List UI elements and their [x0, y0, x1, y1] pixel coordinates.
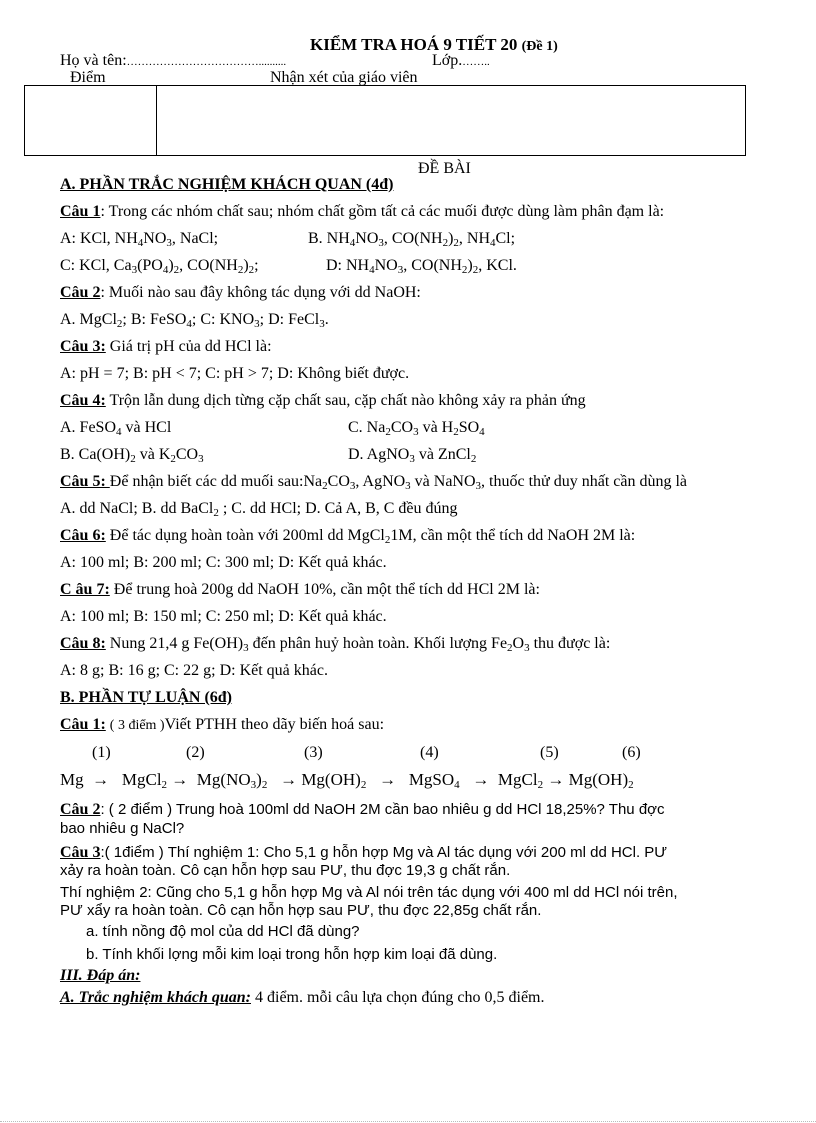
question-a4-option-c: C. $Na_2CO_3$ và $H_2SO_4$ [348, 419, 485, 438]
question-a1: Câu 1: Trong các nhóm chất sau; nhóm chất gồm tất cả các muối được dùng làm phân đạm là: [60, 203, 665, 220]
question-b3-line1: Câu 3:( 1điểm ) Thí nghiệm 1: Cho 5,1 g hỗn hợp Mg và Al tác dụng với 200 ml dd HCl. PƯ [60, 844, 668, 861]
student-name-line: Họ và tên:……………………………….......... [60, 52, 287, 69]
step-label-5: (5) [540, 744, 559, 761]
question-a4-option-b: B. $Ca(OH)_2$ và $K_2CO_3$ [60, 446, 204, 465]
question-a2-options: A. MgCl$_2$; B: FeSO$_4$; C: $KNO_3$; D: FeCl$_3$. [60, 311, 329, 330]
exam-variant: (Đề 1) [521, 39, 558, 54]
question-a3: Câu 3: Giá trị pH của dd HCl là: [60, 338, 272, 355]
question-a5-options: A. dd NaCl; B. dd BaCl$_2$ ; C. dd HCl; D. Cả A, B, C đều đúng [60, 500, 458, 519]
question-b3-line3: Thí nghiệm 2: Cũng cho 5,1 g hỗn hợp Mg và Al nói trên tác dụng với 400 ml dd HCl nói trên, [60, 884, 678, 901]
question-a6: Câu 6: Để tác dụng hoàn toàn với 200ml dd MgCl$_2$1M, cần một thể tích dd NaOH 2M là: [60, 527, 636, 546]
question-b2-line2: bao nhiêu g NaCl? [60, 820, 185, 837]
reaction-chain: Mg → MgCl$_2$ → $Mg(NO_3)_2 \to Mg(OH)_2$ → MgSO$_4$ → MgCl$_2$ → $Mg(OH)_2$ [60, 770, 634, 791]
question-a3-options: A: pH = 7; B: pH < 7; C: pH > 7; D: Không biết được. [60, 365, 410, 382]
grading-box [24, 85, 746, 156]
step-label-4: (4) [420, 744, 439, 761]
question-a5: Câu 5: Để nhận biết các dd muối $sau:Na_2CO_3$, AgNO$_3$ và NaNO$_3$, thuốc thử duy nhất cần dùng là [60, 473, 688, 492]
part-a-title: A. PHẦN TRẮC NGHIỆM KHÁCH QUAN (4đ) [60, 176, 394, 193]
question-a7-options: A: 100 ml; B: 150 ml; C: 250 ml; D: Kết quả khác. [60, 608, 387, 625]
grading-box-divider [156, 85, 157, 155]
question-b3-line4: PƯ xẩy ra hoàn toàn. Cô cạn hỗn hợp sau PƯ, thu đợc 22,85g chất rắn. [60, 902, 542, 919]
question-a8: Câu 8: Nung 21,4 g $Fe(OH)_3$ đến phân huỷ hoàn toàn. Khối lượng $Fe_2O_3$ thu được là: [60, 635, 611, 654]
step-label-2: (2) [186, 744, 205, 761]
question-a4: Câu 4: Trộn lẫn dung dịch từng cặp chất sau, cặp chất nào không xảy ra phản ứng [60, 392, 586, 409]
question-a8-options: A: 8 g; B: 16 g; C: 22 g; D: Kết quả khác. [60, 662, 328, 679]
step-label-3: (3) [304, 744, 323, 761]
answer-key-line: A. Trắc nghiệm khách quan: 4 điểm. mỗi câu lựa chọn đúng cho 0,5 điểm. [60, 989, 545, 1006]
answer-section-title: III. Đáp án: [60, 967, 141, 984]
question-a2: Câu 2: Muối nào sau đây không tác dụng với dd NaOH: [60, 284, 421, 301]
question-a1-option-b: B. $NH_4NO_3$, $CO(NH_2)_2$, $NH_4Cl$; [308, 230, 516, 249]
question-a7: C âu 7: Để trung hoà 200g dd NaOH 10%, cần một thể tích dd HCl 2M là: [60, 581, 540, 598]
exam-heading: ĐỀ BÀI [418, 160, 471, 177]
question-a6-options: A: 100 ml; B: 200 ml; C: 300 ml; D: Kết quả khác. [60, 554, 387, 571]
question-a4-option-d: D. AgNO$_3$ và ZnCl$_2$ [348, 446, 477, 465]
question-b2-line1: Câu 2: ( 2 điểm ) Trung hoà 100ml dd NaOH 2M cần bao nhiêu g dd HCl 18,25%? Thu đợc [60, 801, 665, 818]
question-a1-option-d: D: $NH_4NO_3$, $CO(NH_2)_2$, KCl. [326, 257, 517, 276]
page-bottom-border [0, 1121, 816, 1122]
question-a1-option-a: A: KCl, $NH_4NO_3$, NaCl; [60, 230, 219, 249]
question-b1: Câu 1: ( 3 điểm )Viết PTHH theo dãy biến hoá sau: [60, 716, 385, 733]
part-b-title: B. PHẦN TỰ LUẬN (6đ) [60, 689, 233, 706]
question-a4-option-a: A. FeSO$_4$ và HCl [60, 419, 172, 438]
exam-title: KIỂM TRA HOÁ 9 TIẾT 20 (Đề 1) [310, 35, 558, 54]
question-b3-line2: xảy ra hoàn toàn. Cô cạn hỗn hợp sau PƯ, thu đợc 19,3 g chất rắn. [60, 862, 511, 879]
teacher-comment-label: Nhận xét của giáo viên [270, 69, 418, 86]
step-label-1: (1) [92, 744, 111, 761]
step-label-6: (6) [622, 744, 641, 761]
question-b3-item-a: a. tính nồng độ mol của dd HCl đã dùng? [86, 923, 360, 940]
score-label: Điểm [70, 69, 106, 86]
question-a1-option-c: C: KCl, $Ca_3(PO_4)_2$, $CO(NH_2)_2$; [60, 257, 259, 276]
question-b3-item-b: b. Tính khối lợng mỗi kim loại trong hỗn hợp kim loại đã dùng. [86, 946, 498, 963]
class-line: Lớp.…….. [432, 52, 490, 69]
